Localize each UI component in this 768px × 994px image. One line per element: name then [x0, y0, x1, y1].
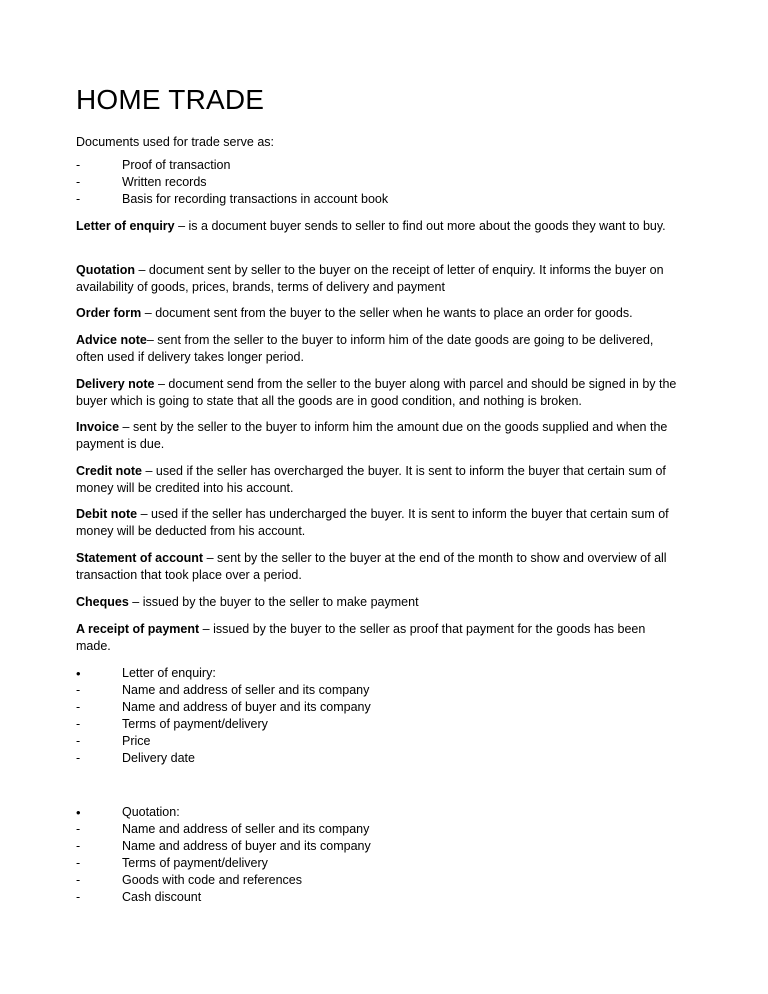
definition-text: – sent from the seller to the buyer to inform him of the date goods are going to be delivered, often used if delivery takes longer period. [76, 333, 654, 364]
definition-text: – used if the seller has overcharged the buyer. It is sent to inform the buyer that certain sum of money will be credited into his account. [76, 464, 666, 495]
definition-text: – issued by the buyer to the seller as proof that payment for the goods has been made. [76, 622, 646, 653]
definition-term: Advice note [76, 333, 147, 347]
definition-paragraph [76, 594, 681, 611]
definition-text: – is a document buyer sends to seller to find out more about the goods they want to buy. [174, 219, 666, 233]
definition-term: Cheques [76, 595, 129, 609]
dash-marker: - [76, 734, 81, 748]
definition-term: Order form [76, 306, 142, 320]
dash-marker: - [76, 717, 81, 731]
dash-marker: - [76, 822, 81, 836]
definition-term: Letter of enquiry [76, 219, 175, 233]
definition-term: Delivery note [76, 377, 155, 391]
definition-paragraph [76, 218, 681, 235]
bullet-marker: • [76, 666, 81, 681]
definition-text: – sent by the seller to the buyer to inform him the amount due on the goods supplied and when the payment is due. [76, 420, 668, 451]
definition-text: – document sent from the buyer to the seller when he wants to place an order for goods. [141, 306, 633, 320]
definition-term: Invoice [76, 420, 120, 434]
intro-text: Documents used for trade serve as: [76, 135, 275, 149]
definition-paragraph [76, 463, 681, 497]
definition-paragraph [76, 376, 681, 410]
definition-paragraph [76, 550, 681, 584]
dash-marker: - [76, 873, 81, 887]
definition-paragraph [76, 305, 681, 322]
dash-marker: - [76, 175, 81, 189]
definition-text: – document send from the seller to the buyer along with parcel and should be signed in by the buyer which is going to state that all the goods are in good condition, and nothing is broken. [76, 377, 677, 408]
definition-term: Quotation [76, 263, 136, 277]
dash-marker: - [76, 192, 81, 206]
bullet-marker: • [76, 805, 81, 820]
definition-paragraph [76, 506, 681, 540]
definition-term: Credit note [76, 464, 142, 478]
definition-text: – document sent by seller to the buyer on the receipt of letter of enquiry. It informs the buyer on availability of goods, prices, brands, terms of delivery and payment [76, 263, 664, 294]
definition-term: A receipt of payment [76, 622, 200, 636]
dash-marker: - [76, 856, 81, 870]
dash-marker: - [76, 158, 81, 172]
definition-term: Statement of account [76, 551, 204, 565]
definition-text: – used if the seller has undercharged the buyer. It is sent to inform the buyer that certain sum of money will be deducted from his account. [76, 507, 669, 538]
definition-term: Debit note [76, 507, 138, 521]
definition-text: – sent by the seller to the buyer at the end of the month to show and overview of all transaction that took place over a period. [76, 551, 667, 582]
page-title: HOME TRADE [76, 84, 265, 115]
dash-marker: - [76, 700, 81, 714]
dash-marker: - [76, 683, 81, 697]
dash-marker: - [76, 839, 81, 853]
definition-paragraph [76, 621, 681, 655]
dash-marker: - [76, 751, 81, 765]
definition-paragraph [76, 332, 681, 366]
dash-marker: - [76, 890, 81, 904]
definition-text: – issued by the buyer to the seller to make payment [128, 595, 419, 609]
definition-paragraph [76, 419, 681, 453]
definition-paragraph [76, 262, 681, 296]
